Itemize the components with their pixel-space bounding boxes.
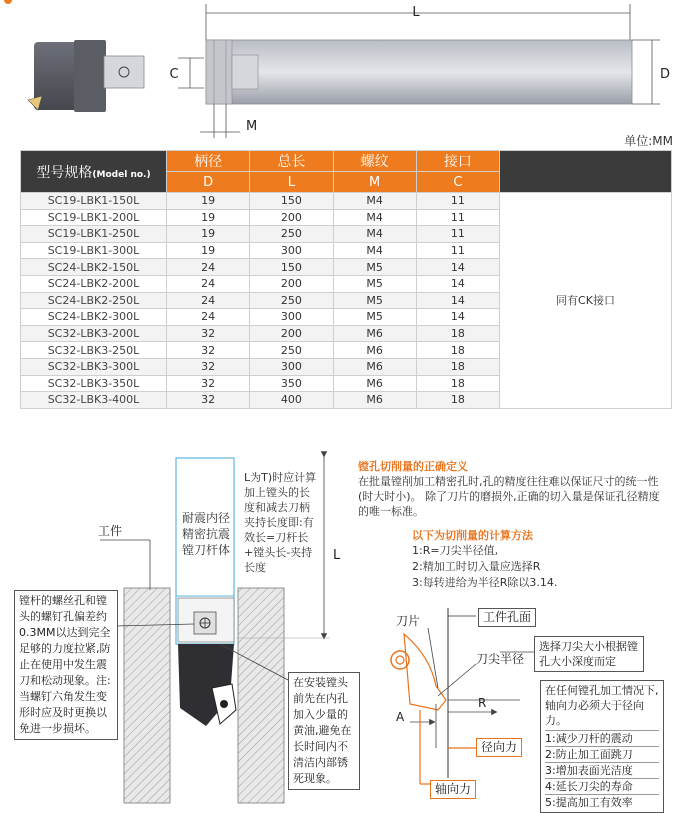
c-cell: 11 [416, 209, 499, 226]
force-item-3: 4:延长刀尖的寿命 [545, 778, 659, 794]
workpiece-label: 工件 [98, 524, 123, 538]
m-cell: M5 [333, 259, 416, 276]
c-cell: 18 [416, 375, 499, 392]
calc-item-2: 3:每转进给为半径R除以3.14. [412, 576, 558, 589]
definition-body: 在批量镗削加工精密孔时,孔的精度往往难以保证尺寸的统一性(时大时小)。 除了刀片的磨损外,正确的切入量是保证孔径精度的唯一标准。 [358, 475, 660, 518]
model-cell: SC19-LBK1-300L [21, 242, 167, 259]
hole-face-label: 工件孔面 [478, 608, 536, 627]
model-cell: SC19-LBK1-250L [21, 226, 167, 243]
c-cell: 14 [416, 309, 499, 326]
dim-L-top: L [412, 5, 420, 20]
c-cell: 18 [416, 358, 499, 375]
m-cell: M5 [333, 309, 416, 326]
model-cell: SC19-LBK1-150L [21, 193, 167, 210]
table-row [21, 193, 672, 210]
l-cell: 150 [250, 193, 333, 210]
header-sym-3: C [416, 172, 499, 193]
force-item-1: 2:防止加工面跳刀 [545, 746, 659, 762]
m-cell: M6 [333, 358, 416, 375]
d-cell: 32 [167, 375, 250, 392]
calc-item-1: 2:精加工时切入量应选择R [412, 560, 541, 573]
m-cell: M5 [333, 275, 416, 292]
header-sym-0: D [167, 172, 250, 193]
header-sym-1: L [250, 172, 333, 193]
force-item-2: 3:增加表面光洁度 [545, 762, 659, 778]
d-cell: 19 [167, 209, 250, 226]
dim-C: C [169, 67, 179, 82]
c-cell: 18 [416, 392, 499, 409]
unit-label: 单位:MM [624, 134, 673, 148]
l-cell: 200 [250, 325, 333, 342]
c-cell: 14 [416, 275, 499, 292]
header-model: 型号规格(Model no.) [21, 151, 167, 193]
m-cell: M4 [333, 226, 416, 243]
d-cell: 24 [167, 309, 250, 326]
dim-M: M [246, 119, 258, 134]
m-cell: M6 [333, 392, 416, 409]
l-cell: 250 [250, 292, 333, 309]
d-cell: 24 [167, 292, 250, 309]
dim-R: R [478, 696, 487, 710]
d-cell: 32 [167, 342, 250, 359]
bar-label: 耐震内径精密抗震镗刀杆体 [182, 511, 231, 557]
model-cell: SC24-LBK2-200L [21, 275, 167, 292]
tool-drawing [0, 0, 695, 148]
m-cell: M5 [333, 292, 416, 309]
m-cell: M4 [333, 242, 416, 259]
definition-title: 镗孔切削量的正确定义 [358, 460, 468, 473]
spec-table [20, 150, 672, 409]
l-cell: 350 [250, 375, 333, 392]
spec-table-body [21, 193, 672, 409]
l-cell: 400 [250, 392, 333, 409]
header-blank [500, 151, 672, 193]
c-cell: 18 [416, 325, 499, 342]
force-box [540, 680, 664, 813]
length-note: L为T)时应计算加上镗头的长度和减去刀柄夹持长度即:有效长=刀杆长+镗头长-夹持长度 [244, 471, 317, 574]
m-cell: M6 [333, 375, 416, 392]
c-cell: 11 [416, 242, 499, 259]
d-cell: 19 [167, 193, 250, 210]
d-cell: 32 [167, 358, 250, 375]
model-cell: SC32-LBK3-200L [21, 325, 167, 342]
force-item-4: 5:提高加工有效率 [545, 794, 659, 810]
c-cell: 11 [416, 193, 499, 210]
force-item-0: 1:减少刀杆的震动 [545, 730, 659, 746]
d-cell: 19 [167, 226, 250, 243]
d-cell: 24 [167, 259, 250, 276]
nose-radius-label: 刀尖半径 [476, 652, 525, 666]
blade-label: 刀片 [396, 614, 421, 628]
model-cell: SC32-LBK3-250L [21, 342, 167, 359]
dim-A: A [396, 710, 405, 724]
header-col-3: 接口 [416, 151, 499, 172]
model-cell: SC24-LBK2-150L [21, 259, 167, 276]
l-cell: 200 [250, 209, 333, 226]
header-sym-2: M [333, 172, 416, 193]
model-cell: SC24-LBK2-300L [21, 309, 167, 326]
model-cell: SC32-LBK3-400L [21, 392, 167, 409]
dim-D: D [660, 67, 671, 82]
model-cell: SC19-LBK1-200L [21, 209, 167, 226]
radial-force-label: 径向力 [476, 738, 522, 757]
l-cell: 250 [250, 342, 333, 359]
l-cell: 300 [250, 309, 333, 326]
l-cell: 150 [250, 259, 333, 276]
force-title: 在任何镗孔加工情况下,轴向力必须大于径向力。 [545, 684, 659, 727]
d-cell: 24 [167, 275, 250, 292]
model-cell: SC32-LBK3-300L [21, 358, 167, 375]
c-cell: 18 [416, 342, 499, 359]
m-cell: M4 [333, 193, 416, 210]
c-cell: 11 [416, 226, 499, 243]
d-cell: 32 [167, 325, 250, 342]
m-cell: M6 [333, 342, 416, 359]
select-note: 选择刀尖大小根据镗孔大小深度而定 [534, 636, 644, 672]
calc-item-0: 1:R=刀尖半径值, [412, 544, 499, 557]
c-cell: 14 [416, 259, 499, 276]
header-col-2: 螺纹 [333, 151, 416, 172]
header-col-0: 柄径 [167, 151, 250, 172]
left-note: 镗杆的螺丝孔和镗头的螺钉孔偏差约0.3MM以达到完全足够的力度拉紧,防止在使用中发生震刀和松动现象。注:当螺钉六角发生变形时应及时更换以免进一步损坏。 [14, 590, 118, 740]
header-col-1: 总长 [250, 151, 333, 172]
axial-force-label: 轴向力 [430, 780, 476, 799]
dim-L-bottom: L [333, 548, 341, 563]
d-cell: 19 [167, 242, 250, 259]
interface-note: 同有CK接口 [500, 193, 672, 409]
d-cell: 32 [167, 392, 250, 409]
l-cell: 300 [250, 242, 333, 259]
oil-note: 在安装镗头前先在内孔加入少量的黄油,避免在长时间内不清洁内部锈死现象。 [288, 672, 360, 790]
l-cell: 300 [250, 358, 333, 375]
calc-title: 以下为切削量的计算方法 [412, 529, 533, 542]
l-cell: 200 [250, 275, 333, 292]
m-cell: M4 [333, 209, 416, 226]
l-cell: 250 [250, 226, 333, 243]
model-cell: SC24-LBK2-250L [21, 292, 167, 309]
model-cell: SC32-LBK3-350L [21, 375, 167, 392]
m-cell: M6 [333, 325, 416, 342]
c-cell: 14 [416, 292, 499, 309]
